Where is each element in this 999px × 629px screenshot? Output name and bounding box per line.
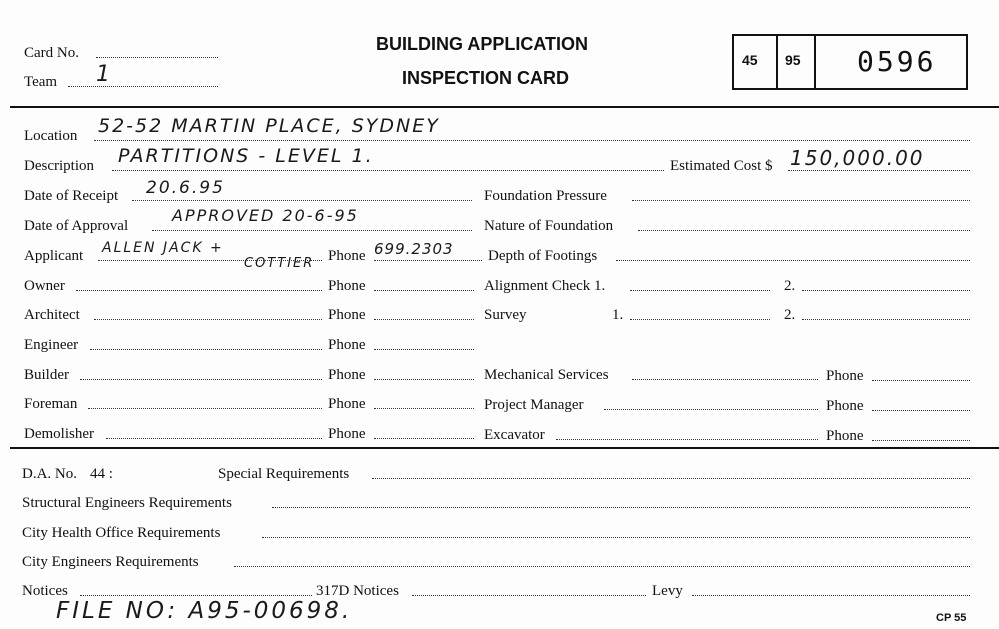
owner-phone-label: Phone bbox=[328, 278, 366, 294]
architect-phone-field[interactable] bbox=[374, 319, 474, 320]
engineer-field[interactable] bbox=[90, 349, 322, 350]
excavator-phone-field[interactable] bbox=[872, 440, 970, 441]
excavator-label: Excavator bbox=[484, 427, 545, 443]
date-of-receipt-field[interactable] bbox=[132, 200, 472, 201]
alignment-check-label: Alignment Check 1. bbox=[484, 278, 606, 294]
applicant-value-line-2: COTTIER bbox=[244, 256, 315, 271]
title-line-1: BUILDING APPLICATION bbox=[376, 34, 588, 54]
special-requirements-field[interactable] bbox=[372, 478, 970, 479]
engineer-label: Engineer bbox=[24, 337, 79, 353]
demolisher-label: Demolisher bbox=[24, 426, 94, 442]
team-field[interactable] bbox=[68, 86, 218, 87]
alignment-check-1-field[interactable] bbox=[630, 290, 770, 291]
project-manager-phone-field[interactable] bbox=[872, 410, 970, 411]
project-manager-field[interactable] bbox=[604, 409, 818, 410]
da-no-label: D.A. No. bbox=[22, 466, 77, 482]
survey-1-field[interactable] bbox=[630, 319, 770, 320]
applicant-phone-label: Phone bbox=[328, 248, 366, 264]
notices-317d-label: 317D Notices bbox=[316, 583, 399, 599]
builder-field[interactable] bbox=[80, 379, 322, 380]
owner-label: Owner bbox=[24, 278, 65, 294]
card-number: 0596 bbox=[857, 45, 937, 78]
demolisher-phone-field[interactable] bbox=[374, 438, 474, 439]
depth-of-footings-label: Depth of Footings bbox=[488, 248, 598, 264]
special-requirements-label: Special Requirements bbox=[218, 466, 350, 482]
applicant-label: Applicant bbox=[24, 248, 84, 264]
mechanical-services-field[interactable] bbox=[632, 379, 818, 380]
engineer-phone-field[interactable] bbox=[374, 349, 474, 350]
form-code: CP 55 bbox=[936, 612, 967, 624]
mechanical-services-phone-field[interactable] bbox=[872, 380, 970, 381]
applicant-phone-field[interactable] bbox=[374, 260, 482, 261]
survey-1-label: 1. bbox=[612, 307, 624, 323]
architect-label: Architect bbox=[24, 307, 80, 323]
card-no-label: Card No. bbox=[24, 45, 79, 61]
foreman-phone-label: Phone bbox=[328, 396, 366, 412]
date-of-approval-field[interactable] bbox=[152, 230, 472, 231]
foreman-field[interactable] bbox=[88, 408, 322, 409]
location-label: Location bbox=[24, 128, 78, 144]
estimated-cost-label: Estimated Cost $ bbox=[670, 158, 773, 174]
header-rule bbox=[10, 106, 999, 108]
city-engineers-requirements-field[interactable] bbox=[234, 566, 970, 567]
builder-phone-field[interactable] bbox=[374, 379, 474, 380]
mechanical-services-label: Mechanical Services bbox=[484, 367, 609, 383]
file-number: FILE NO: A95-00698. bbox=[56, 598, 353, 624]
project-manager-phone-label: Phone bbox=[826, 398, 864, 414]
notices-317d-field[interactable] bbox=[412, 595, 646, 596]
team-label: Team bbox=[24, 74, 58, 90]
levy-label: Levy bbox=[652, 583, 683, 599]
health-requirements-field[interactable] bbox=[262, 537, 970, 538]
project-manager-label: Project Manager bbox=[484, 397, 584, 413]
section-rule bbox=[10, 447, 999, 449]
notices-field[interactable] bbox=[80, 595, 312, 596]
da-no-value: 44 : bbox=[90, 466, 113, 482]
mechanical-services-phone-label: Phone bbox=[826, 368, 864, 384]
alignment-check-2-label: 2. bbox=[784, 278, 796, 294]
date-of-receipt-label: Date of Receipt bbox=[24, 188, 119, 204]
architect-field[interactable] bbox=[94, 319, 322, 320]
applicant-value-line-1: ALLEN JACK + bbox=[102, 240, 224, 256]
city-engineers-requirements-label: City Engineers Requirements bbox=[22, 554, 199, 570]
foundation-pressure-field[interactable] bbox=[632, 200, 970, 201]
alignment-check-2-field[interactable] bbox=[802, 290, 970, 291]
estimated-cost-value: 150,000.00 bbox=[790, 146, 925, 170]
levy-field[interactable] bbox=[692, 595, 970, 596]
builder-phone-label: Phone bbox=[328, 367, 366, 383]
applicant-phone-value: 699.2303 bbox=[374, 240, 454, 258]
date-of-receipt-value: 20.6.95 bbox=[146, 178, 225, 198]
structural-requirements-label: Structural Engineers Requirements bbox=[22, 495, 232, 511]
survey-2-label: 2. bbox=[784, 307, 796, 323]
survey-label: Survey bbox=[484, 307, 527, 323]
demolisher-phone-label: Phone bbox=[328, 426, 366, 442]
owner-field[interactable] bbox=[76, 290, 322, 291]
box-divider bbox=[814, 34, 816, 90]
date-of-approval-value: APPROVED 20-6-95 bbox=[172, 206, 359, 225]
team-value: 1 bbox=[96, 62, 112, 87]
location-field[interactable] bbox=[94, 140, 970, 141]
date-of-approval-label: Date of Approval bbox=[24, 218, 129, 234]
location-value: 52-52 MARTIN PLACE, SYDNEY bbox=[98, 115, 440, 137]
box-divider bbox=[776, 34, 778, 90]
excavator-phone-label: Phone bbox=[826, 428, 864, 444]
box-code-b: 95 bbox=[785, 52, 801, 68]
estimated-cost-field[interactable] bbox=[788, 170, 970, 171]
nature-of-foundation-label: Nature of Foundation bbox=[484, 218, 614, 234]
engineer-phone-label: Phone bbox=[328, 337, 366, 353]
foundation-pressure-label: Foundation Pressure bbox=[484, 188, 607, 204]
description-field[interactable] bbox=[112, 170, 664, 171]
structural-requirements-field[interactable] bbox=[272, 507, 970, 508]
depth-of-footings-field[interactable] bbox=[616, 260, 970, 261]
description-label: Description bbox=[24, 158, 94, 174]
survey-2-field[interactable] bbox=[802, 319, 970, 320]
foreman-label: Foreman bbox=[24, 396, 78, 412]
box-code-a: 45 bbox=[742, 52, 758, 68]
description-value: PARTITIONS - LEVEL 1. bbox=[118, 145, 374, 167]
demolisher-field[interactable] bbox=[106, 438, 322, 439]
card-no-field[interactable] bbox=[96, 57, 218, 58]
foreman-phone-field[interactable] bbox=[374, 408, 474, 409]
architect-phone-label: Phone bbox=[328, 307, 366, 323]
excavator-field[interactable] bbox=[556, 439, 818, 440]
nature-of-foundation-field[interactable] bbox=[638, 230, 970, 231]
health-requirements-label: City Health Office Requirements bbox=[22, 525, 221, 541]
owner-phone-field[interactable] bbox=[374, 290, 474, 291]
notices-label: Notices bbox=[22, 583, 68, 599]
title-line-2: INSPECTION CARD bbox=[402, 68, 570, 88]
builder-label: Builder bbox=[24, 367, 69, 383]
